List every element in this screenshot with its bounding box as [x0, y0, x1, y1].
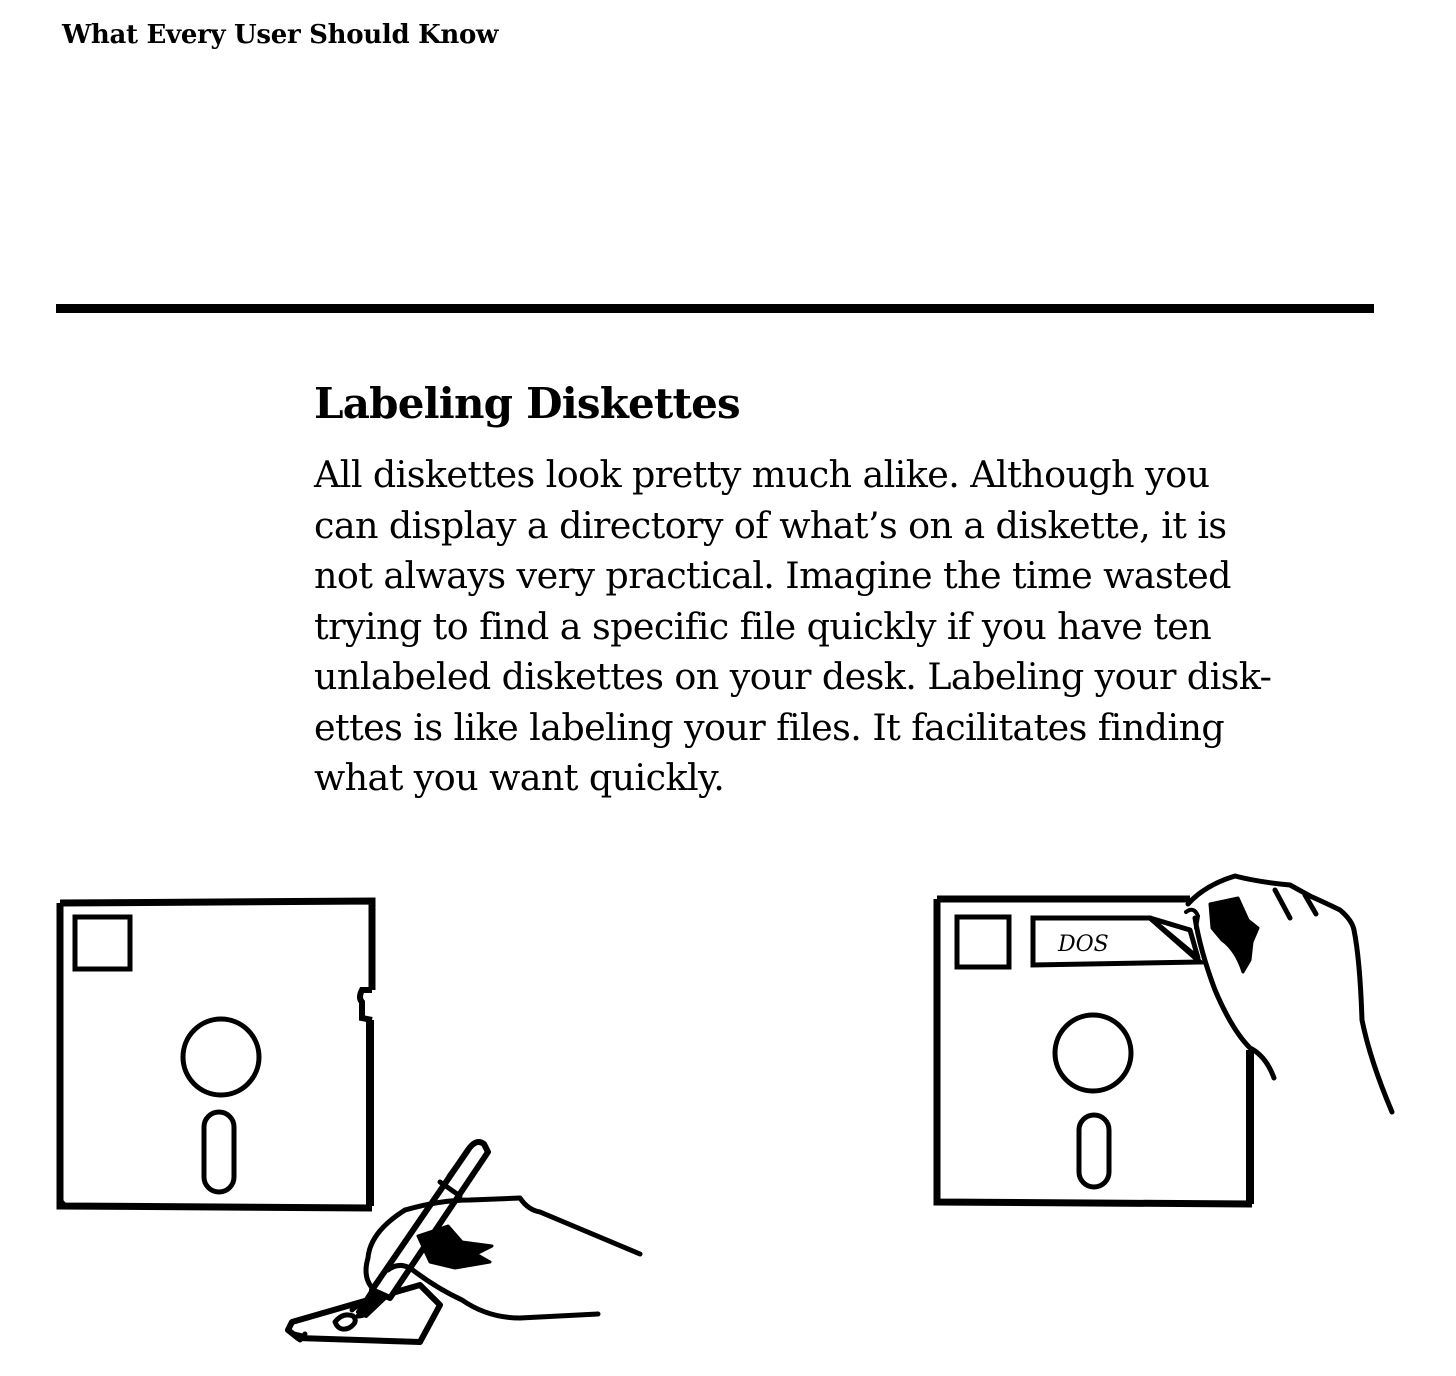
body-line: unlabeled diskettes on your desk. Labeling your disk- [314, 655, 1272, 698]
body-line: ettes is like labeling your files. It facilitates finding [314, 705, 1225, 749]
figure-writing-label [0, 880, 700, 1376]
running-header: What Every User Should Know [62, 20, 499, 50]
body-line: can display a directory of what’s on a diskette, it is [314, 503, 1227, 547]
section-title: Labeling Diskettes [314, 379, 740, 428]
body-paragraph [314, 450, 1384, 804]
body-line: what you want quickly. [314, 756, 725, 799]
body-line: trying to find a specific file quickly if you have ten [314, 604, 1212, 648]
figure-applying-label [900, 860, 1456, 1260]
horizontal-rule [56, 304, 1374, 313]
body-line: not always very practical. Imagine the time wasted [314, 554, 1231, 597]
hand-applying-label-icon [1150, 876, 1392, 1112]
body-line: All diskettes look pretty much alike. Although you [314, 453, 1210, 496]
label-text: DOS [1058, 932, 1109, 957]
hand-writing-icon [288, 1142, 640, 1342]
diskette-unlabeled-icon [60, 901, 372, 1208]
